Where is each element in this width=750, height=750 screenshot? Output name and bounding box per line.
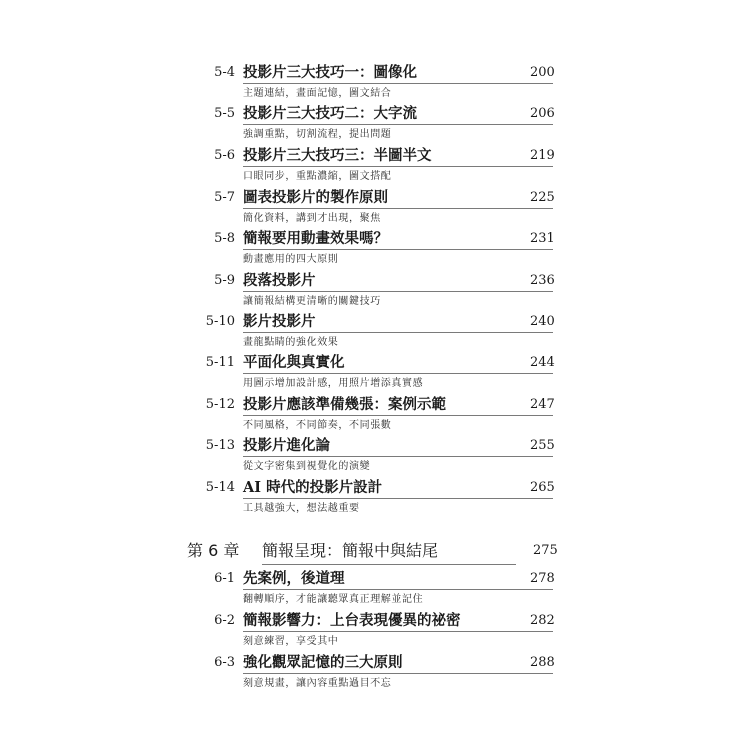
section-title: 平面化與真實化	[243, 354, 553, 374]
toc-entry	[0, 612, 750, 654]
section-subtitle: 口眼同步，重點濃縮，圖文搭配	[243, 171, 392, 182]
section-number: 6-3	[214, 655, 235, 670]
section-number: 5-8	[214, 231, 235, 246]
section-title: 強化觀眾記憶的三大原則	[243, 654, 553, 674]
toc-entry	[0, 396, 750, 438]
section-number: 5-10	[205, 314, 235, 329]
page-number: 265	[530, 480, 555, 495]
toc-entry	[0, 230, 750, 272]
section-subtitle: 簡化資料，講到才出現，聚焦	[243, 213, 381, 224]
toc-entry	[0, 570, 750, 612]
page-number: 255	[530, 438, 555, 453]
section-subtitle: 讓簡報結構更清晰的關鍵技巧	[243, 296, 381, 307]
toc-entry	[0, 147, 750, 189]
page-number: 236	[530, 273, 555, 288]
toc-entry	[0, 437, 750, 479]
section-title: AI 時代的投影片設計	[243, 479, 553, 499]
section-subtitle: 畫龍點睛的強化效果	[243, 337, 339, 348]
page-number: 225	[530, 190, 555, 205]
section-title: 投影片三大技巧三：半圖半文	[243, 147, 553, 167]
section-number: 5-14	[205, 480, 235, 495]
section-number: 5-6	[214, 148, 235, 163]
section-number: 5-5	[214, 106, 235, 121]
section-subtitle: 不同風格，不同節奏，不同張數	[243, 420, 392, 431]
section-title: 簡報影響力：上台表現優異的祕密	[243, 612, 553, 632]
section-title: 投影片三大技巧一：圖像化	[243, 64, 553, 84]
section-subtitle: 從文字密集到視覺化的演變	[243, 461, 371, 472]
section-subtitle: 翻轉順序，才能讓聽眾真正理解並記住	[243, 594, 424, 605]
page-number: 282	[530, 613, 555, 628]
section-subtitle: 強調重點，切割流程，提出問題	[243, 129, 392, 140]
section-number: 5-7	[214, 190, 235, 205]
toc-entry	[0, 354, 750, 396]
section-subtitle: 用圖示增加設計感，用照片增添真實感	[243, 378, 424, 389]
chapter-title: 簡報呈現：簡報中與結尾	[262, 540, 516, 565]
section-title: 段落投影片	[243, 272, 553, 292]
page-number: 240	[530, 314, 555, 329]
chapter-heading	[0, 540, 750, 570]
section-number: 5-4	[214, 65, 235, 80]
page-number: 206	[530, 106, 555, 121]
toc-entry	[0, 105, 750, 147]
section-number: 5-13	[205, 438, 235, 453]
section-number: 5-9	[214, 273, 235, 288]
section-number: 5-11	[205, 355, 235, 370]
section-title: 簡報要用動畫效果嗎？	[243, 230, 553, 250]
page-number: 231	[530, 231, 555, 246]
page-number: 244	[530, 355, 555, 370]
section-title: 投影片應該準備幾張：案例示範	[243, 396, 553, 416]
chapter-label: 第 6 章	[187, 541, 240, 560]
section-subtitle: 主題連結，畫面記憶，圖文結合	[243, 88, 392, 99]
page-number: 219	[530, 148, 555, 163]
toc-entry	[0, 313, 750, 355]
section-subtitle: 工具越強大，想法越重要	[243, 503, 360, 514]
section-subtitle: 刻意規畫，讓內容重點過目不忘	[243, 678, 392, 689]
section-title: 先案例，後道理	[243, 570, 553, 590]
section-title: 投影片三大技巧二：大字流	[243, 105, 553, 125]
toc-entry	[0, 654, 750, 696]
page-number: 247	[530, 397, 555, 412]
section-title: 影片投影片	[243, 313, 553, 333]
toc-entry	[0, 479, 750, 521]
section-number: 6-1	[214, 571, 235, 586]
toc-entry	[0, 189, 750, 231]
section-number: 6-2	[214, 613, 235, 628]
section-title: 投影片進化論	[243, 437, 553, 457]
chapter-page-number: 275	[533, 543, 558, 558]
section-title: 圖表投影片的製作原則	[243, 189, 553, 209]
toc-entry	[0, 272, 750, 314]
page-number: 288	[530, 655, 555, 670]
section-subtitle: 動畫應用的四大原則	[243, 254, 339, 265]
section-number: 5-12	[205, 397, 235, 412]
page-number: 278	[530, 571, 555, 586]
toc-entry	[0, 64, 750, 106]
page-number: 200	[530, 65, 555, 80]
section-subtitle: 刻意練習，享受其中	[243, 636, 339, 647]
